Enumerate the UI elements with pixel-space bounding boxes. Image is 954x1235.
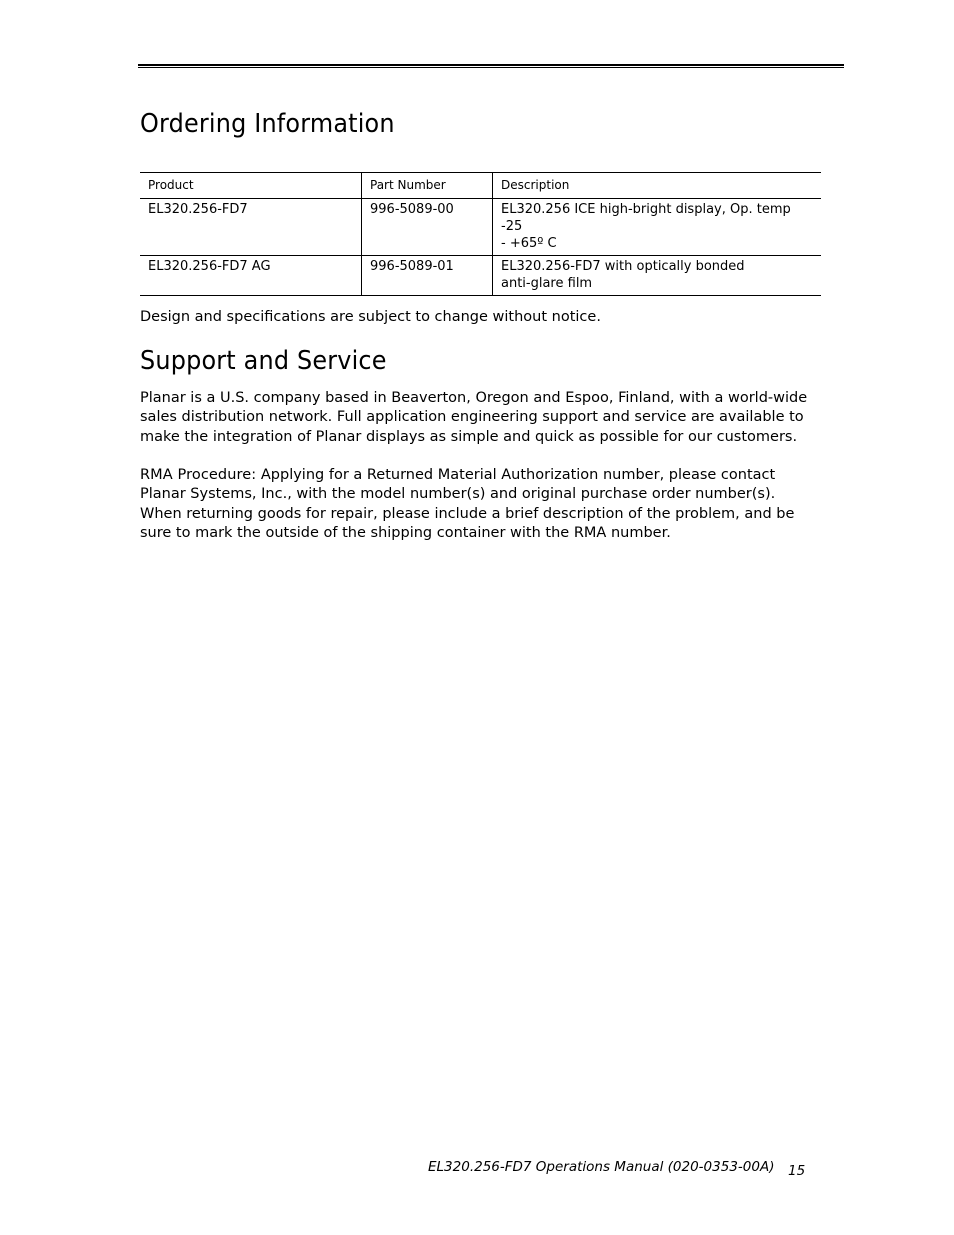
cell-product: EL320.256-FD7 xyxy=(140,199,362,256)
cell-part-number: 996-5089-00 xyxy=(362,199,493,256)
footer-manual-title: EL320.256-FD7 Operations Manual (020-0353-00A) xyxy=(428,1159,775,1175)
column-header-description: Description xyxy=(493,173,822,199)
ordering-heading: Ordering Information xyxy=(140,109,395,139)
rma-text: Applying for a Returned Material Authorization number, please contact Planar Systems, Inc., with the model number(s) and original purchase order number(s). When returning goods for repair, please include a brief description of the problem, and be sure to mark the outside of the shipping container with the RMA number. xyxy=(140,467,795,541)
column-header-part-number: Part Number xyxy=(362,173,493,199)
ordering-table xyxy=(140,172,821,296)
table-row xyxy=(140,256,821,296)
column-header-product: Product xyxy=(140,173,362,199)
support-heading: Support and Service xyxy=(140,346,387,376)
change-notice: Design and specifications are subject to change without notice. xyxy=(140,309,601,325)
table-header-row xyxy=(140,173,821,199)
rma-label: RMA Procedure: xyxy=(140,467,257,483)
support-paragraph: Planar is a U.S. company based in Beaverton, Oregon and Espoo, Finland, with a world-wide sales distribution network. Full application engineering support and service are available to make the integration of Planar displays as simple and quick as possible for our customers. xyxy=(140,390,808,445)
cell-description xyxy=(493,199,822,256)
page-number: 15 xyxy=(788,1163,806,1179)
description-line: EL320.256-FD7 with optically bonded xyxy=(501,259,745,274)
cell-part-number: 996-5089-01 xyxy=(362,256,493,296)
cell-description xyxy=(493,256,822,296)
rma-paragraph xyxy=(140,466,812,543)
header-rule xyxy=(138,64,844,68)
table-row xyxy=(140,199,821,256)
cell-product: EL320.256-FD7 AG xyxy=(140,256,362,296)
description-line: EL320.256 ICE high-bright display, Op. temp -25 xyxy=(501,202,791,234)
description-line: - +65º C xyxy=(501,236,557,251)
description-line: anti-glare film xyxy=(501,276,593,291)
